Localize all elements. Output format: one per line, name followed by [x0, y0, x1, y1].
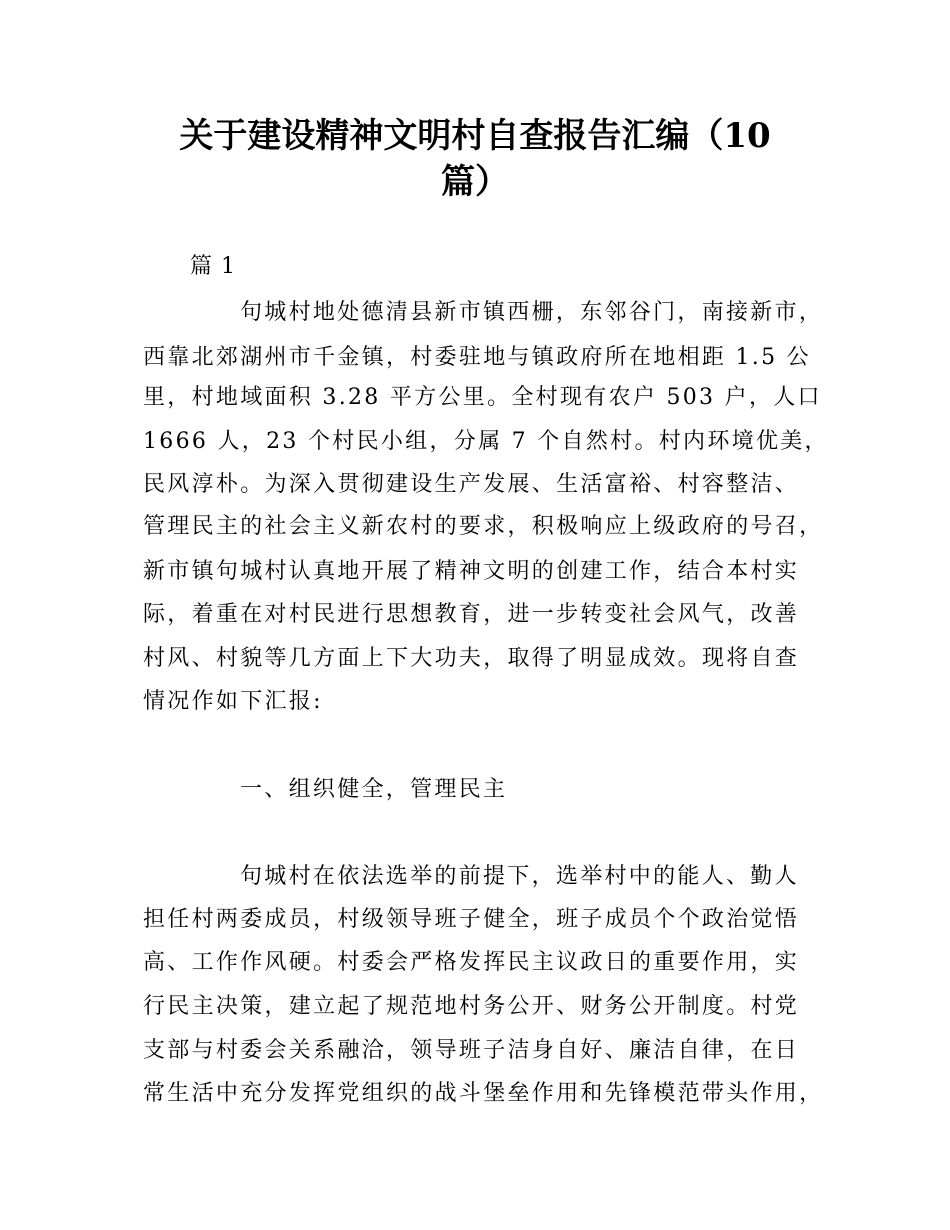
- paragraph-2-line: 支部与村委会关系融洽，领导班子洁身自好、廉洁自律，在日: [143, 1038, 800, 1063]
- paragraph-1-line: 村风、村貌等几方面上下大功夫，取得了明显成效。现将自查: [143, 646, 800, 671]
- paragraph-1-line: 民风淳朴。为深入贯彻建设生产发展、生活富裕、村容整洁、: [143, 472, 800, 497]
- section-heading: 一、组织健全，管理民主: [240, 777, 508, 802]
- paragraph-2-line: 行民主决策，建立起了规范地村务公开、财务公开制度。村党: [143, 994, 800, 1019]
- paragraph-1-line: 际，着重在对村民进行思想教育，进一步转变社会风气，改善: [143, 602, 800, 627]
- paragraph-1-line: 1666 人，23 个村民小组，分属 7 个自然村。村内环境优美，: [143, 429, 829, 454]
- paragraph-2-line: 句城村在依法选举的前提下，选举村中的能人、勤人: [240, 864, 799, 889]
- paragraph-1-line: 句城村地处德清县新市镇西栅，东邻谷门，南接新市，: [240, 300, 824, 325]
- paragraph-2-line: 担任村两委成员，村级领导班子健全，班子成员个个政治觉悟: [143, 907, 800, 932]
- paragraph-1-line: 西靠北郊湖州市千金镇，村委驻地与镇政府所在地相距 1.5 公: [143, 345, 811, 370]
- paragraph-1-line: 里，村地域面积 3.28 平方公里。全村现有农户 503 户，人口: [143, 385, 822, 410]
- section-label: 篇 1: [190, 254, 236, 279]
- paragraph-1-line: 管理民主的社会主义新农村的要求，积极响应上级政府的号召，: [143, 514, 824, 539]
- document-title-line-1: 关于建设精神文明村自查报告汇编（10: [179, 116, 771, 156]
- paragraph-2-line: 常生活中充分发挥党组织的战斗堡垒作用和先锋模范带头作用，: [143, 1081, 824, 1106]
- paragraph-1-line: 情况作如下汇报:: [143, 689, 323, 714]
- paragraph-1-line: 新市镇句城村认真地开展了精神文明的创建工作，结合本村实: [143, 559, 800, 584]
- document-title-line-2: 篇）: [441, 162, 509, 202]
- paragraph-2-line: 高、工作作风硬。村委会严格发挥民主议政日的重要作用，实: [143, 950, 800, 975]
